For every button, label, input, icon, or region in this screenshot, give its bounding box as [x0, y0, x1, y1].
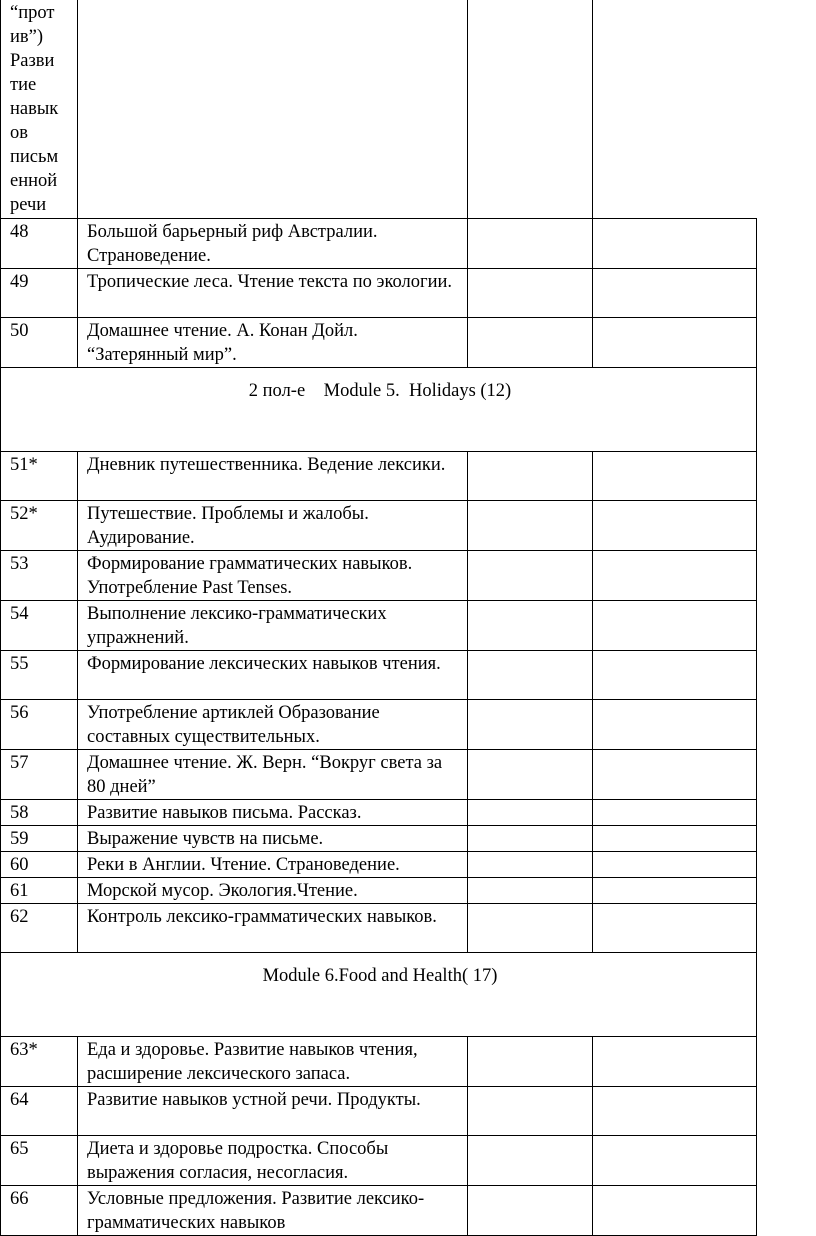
module-title: 2 пол-е Module 5. Holidays (12): [1, 368, 757, 452]
table-row: [1, 1136, 757, 1186]
table-row: [1, 904, 757, 953]
lesson-topic: Выражение чувств на письме.: [78, 826, 468, 852]
lesson-number: 48: [1, 219, 78, 269]
lesson-number: 55: [1, 651, 78, 700]
note-cell: [593, 651, 757, 700]
lesson-topic: Контроль лексико-грамматических навыков.: [78, 904, 468, 953]
first-row-line: Разви: [10, 51, 55, 71]
lesson-topic: Реки в Англии. Чтение. Страноведение.: [78, 852, 468, 878]
note-cell: [593, 318, 757, 368]
date-cell: [468, 269, 593, 318]
lesson-number: 52*: [1, 501, 78, 551]
date-cell: [468, 800, 593, 826]
table-row: [1, 826, 757, 852]
date-cell: [468, 700, 593, 750]
module-header-row: [1, 368, 757, 452]
date-cell: [468, 852, 593, 878]
note-cell: [593, 601, 757, 651]
first-row-text-cell: [1, 0, 78, 219]
note-cell: [593, 269, 757, 318]
lesson-number: 65: [1, 1136, 78, 1186]
note-cell: [593, 1087, 757, 1136]
lesson-topic: Путешествие. Проблемы и жалобы. Аудирование.: [78, 501, 468, 551]
table-row-first: [1, 0, 757, 219]
first-row-line: енной: [10, 171, 58, 191]
date-cell: [468, 219, 593, 269]
date-cell: [468, 1186, 593, 1236]
note-cell: [593, 1186, 757, 1236]
note-cell: [593, 1136, 757, 1186]
note-cell: [593, 452, 757, 501]
date-cell: [468, 750, 593, 800]
table-row: [1, 219, 757, 269]
first-row-line: ов: [10, 123, 28, 143]
lesson-number: 61: [1, 878, 78, 904]
lesson-number: 50: [1, 318, 78, 368]
date-cell: [468, 1136, 593, 1186]
first-row-line: письм: [10, 147, 59, 167]
date-cell: [468, 551, 593, 601]
note-cell: [593, 551, 757, 601]
table-row: [1, 269, 757, 318]
lesson-topic: Дневник путешественника. Ведение лексики.: [78, 452, 468, 501]
note-cell: [593, 0, 757, 219]
note-cell: [593, 700, 757, 750]
table-row: [1, 1186, 757, 1236]
note-cell: [593, 904, 757, 953]
lesson-number: 57: [1, 750, 78, 800]
table-row: [1, 750, 757, 800]
lesson-number: 60: [1, 852, 78, 878]
lesson-topic: Домашнее чтение. Ж. Верн. “Вокруг света за 80 дней”: [78, 750, 468, 800]
lesson-number: 58: [1, 800, 78, 826]
table-row: [1, 452, 757, 501]
first-row-line: ив”): [10, 27, 44, 47]
date-cell: [468, 651, 593, 700]
lesson-topic: Выполнение лексико-грамматических упражнений.: [78, 601, 468, 651]
date-cell: [468, 878, 593, 904]
lesson-topic: Еда и здоровье. Развитие навыков чтения, расширение лексического запаса.: [78, 1037, 468, 1087]
table-row: [1, 651, 757, 700]
lesson-topic: Морской мусор. Экология.Чтение.: [78, 878, 468, 904]
lesson-topic: Условные предложения. Развитие лексико-грамматических навыков: [78, 1186, 468, 1236]
first-row-line: речи: [10, 195, 47, 215]
table-row: [1, 551, 757, 601]
table-row: [1, 501, 757, 551]
note-cell: [593, 1037, 757, 1087]
date-cell: [468, 904, 593, 953]
date-cell: [468, 0, 593, 219]
note-cell: [593, 878, 757, 904]
lesson-topic: Большой барьерный риф Австралии. Страноведение.: [78, 219, 468, 269]
lesson-topic: Развитие навыков устной речи. Продукты.: [78, 1087, 468, 1136]
module-title: Module 6.Food and Health( 17): [1, 953, 757, 1037]
date-cell: [468, 501, 593, 551]
date-cell: [468, 1037, 593, 1087]
lesson-topic: Развитие навыков письма. Рассказ.: [78, 800, 468, 826]
table-row: [1, 852, 757, 878]
lesson-number: 49: [1, 269, 78, 318]
date-cell: [468, 826, 593, 852]
note-cell: [593, 800, 757, 826]
note-cell: [593, 852, 757, 878]
table-row: [1, 878, 757, 904]
topic-cell: [78, 0, 468, 219]
date-cell: [468, 318, 593, 368]
first-row-line: тие: [10, 75, 37, 95]
note-cell: [593, 219, 757, 269]
first-row-line: “прот: [10, 3, 55, 23]
table-row: [1, 1087, 757, 1136]
first-row-line: навык: [10, 99, 59, 119]
lesson-number: 53: [1, 551, 78, 601]
lesson-topic: Формирование лексических навыков чтения.: [78, 651, 468, 700]
lesson-number: 54: [1, 601, 78, 651]
table-row: [1, 601, 757, 651]
lesson-topic: Формирование грамматических навыков. Употребление Past Tenses.: [78, 551, 468, 601]
lesson-number: 64: [1, 1087, 78, 1136]
lesson-number: 51*: [1, 452, 78, 501]
date-cell: [468, 452, 593, 501]
lesson-topic: Употребление артиклей Образование составных существительных.: [78, 700, 468, 750]
table-row: [1, 318, 757, 368]
table-row: [1, 1037, 757, 1087]
note-cell: [593, 501, 757, 551]
table-row: [1, 800, 757, 826]
table-row: [1, 700, 757, 750]
date-cell: [468, 1087, 593, 1136]
lesson-topic: Домашнее чтение. А. Конан Дойл. “Затерянный мир”.: [78, 318, 468, 368]
lesson-topic: Диета и здоровье подростка. Способы выражения согласия, несогласия.: [78, 1136, 468, 1186]
date-cell: [468, 601, 593, 651]
note-cell: [593, 750, 757, 800]
lesson-number: 59: [1, 826, 78, 852]
lesson-number: 63*: [1, 1037, 78, 1087]
lesson-topic: Тропические леса. Чтение текста по экологии.: [78, 269, 468, 318]
lesson-number: 62: [1, 904, 78, 953]
lesson-number: 56: [1, 700, 78, 750]
module-header-row: [1, 953, 757, 1037]
lesson-number: 66: [1, 1186, 78, 1236]
note-cell: [593, 826, 757, 852]
